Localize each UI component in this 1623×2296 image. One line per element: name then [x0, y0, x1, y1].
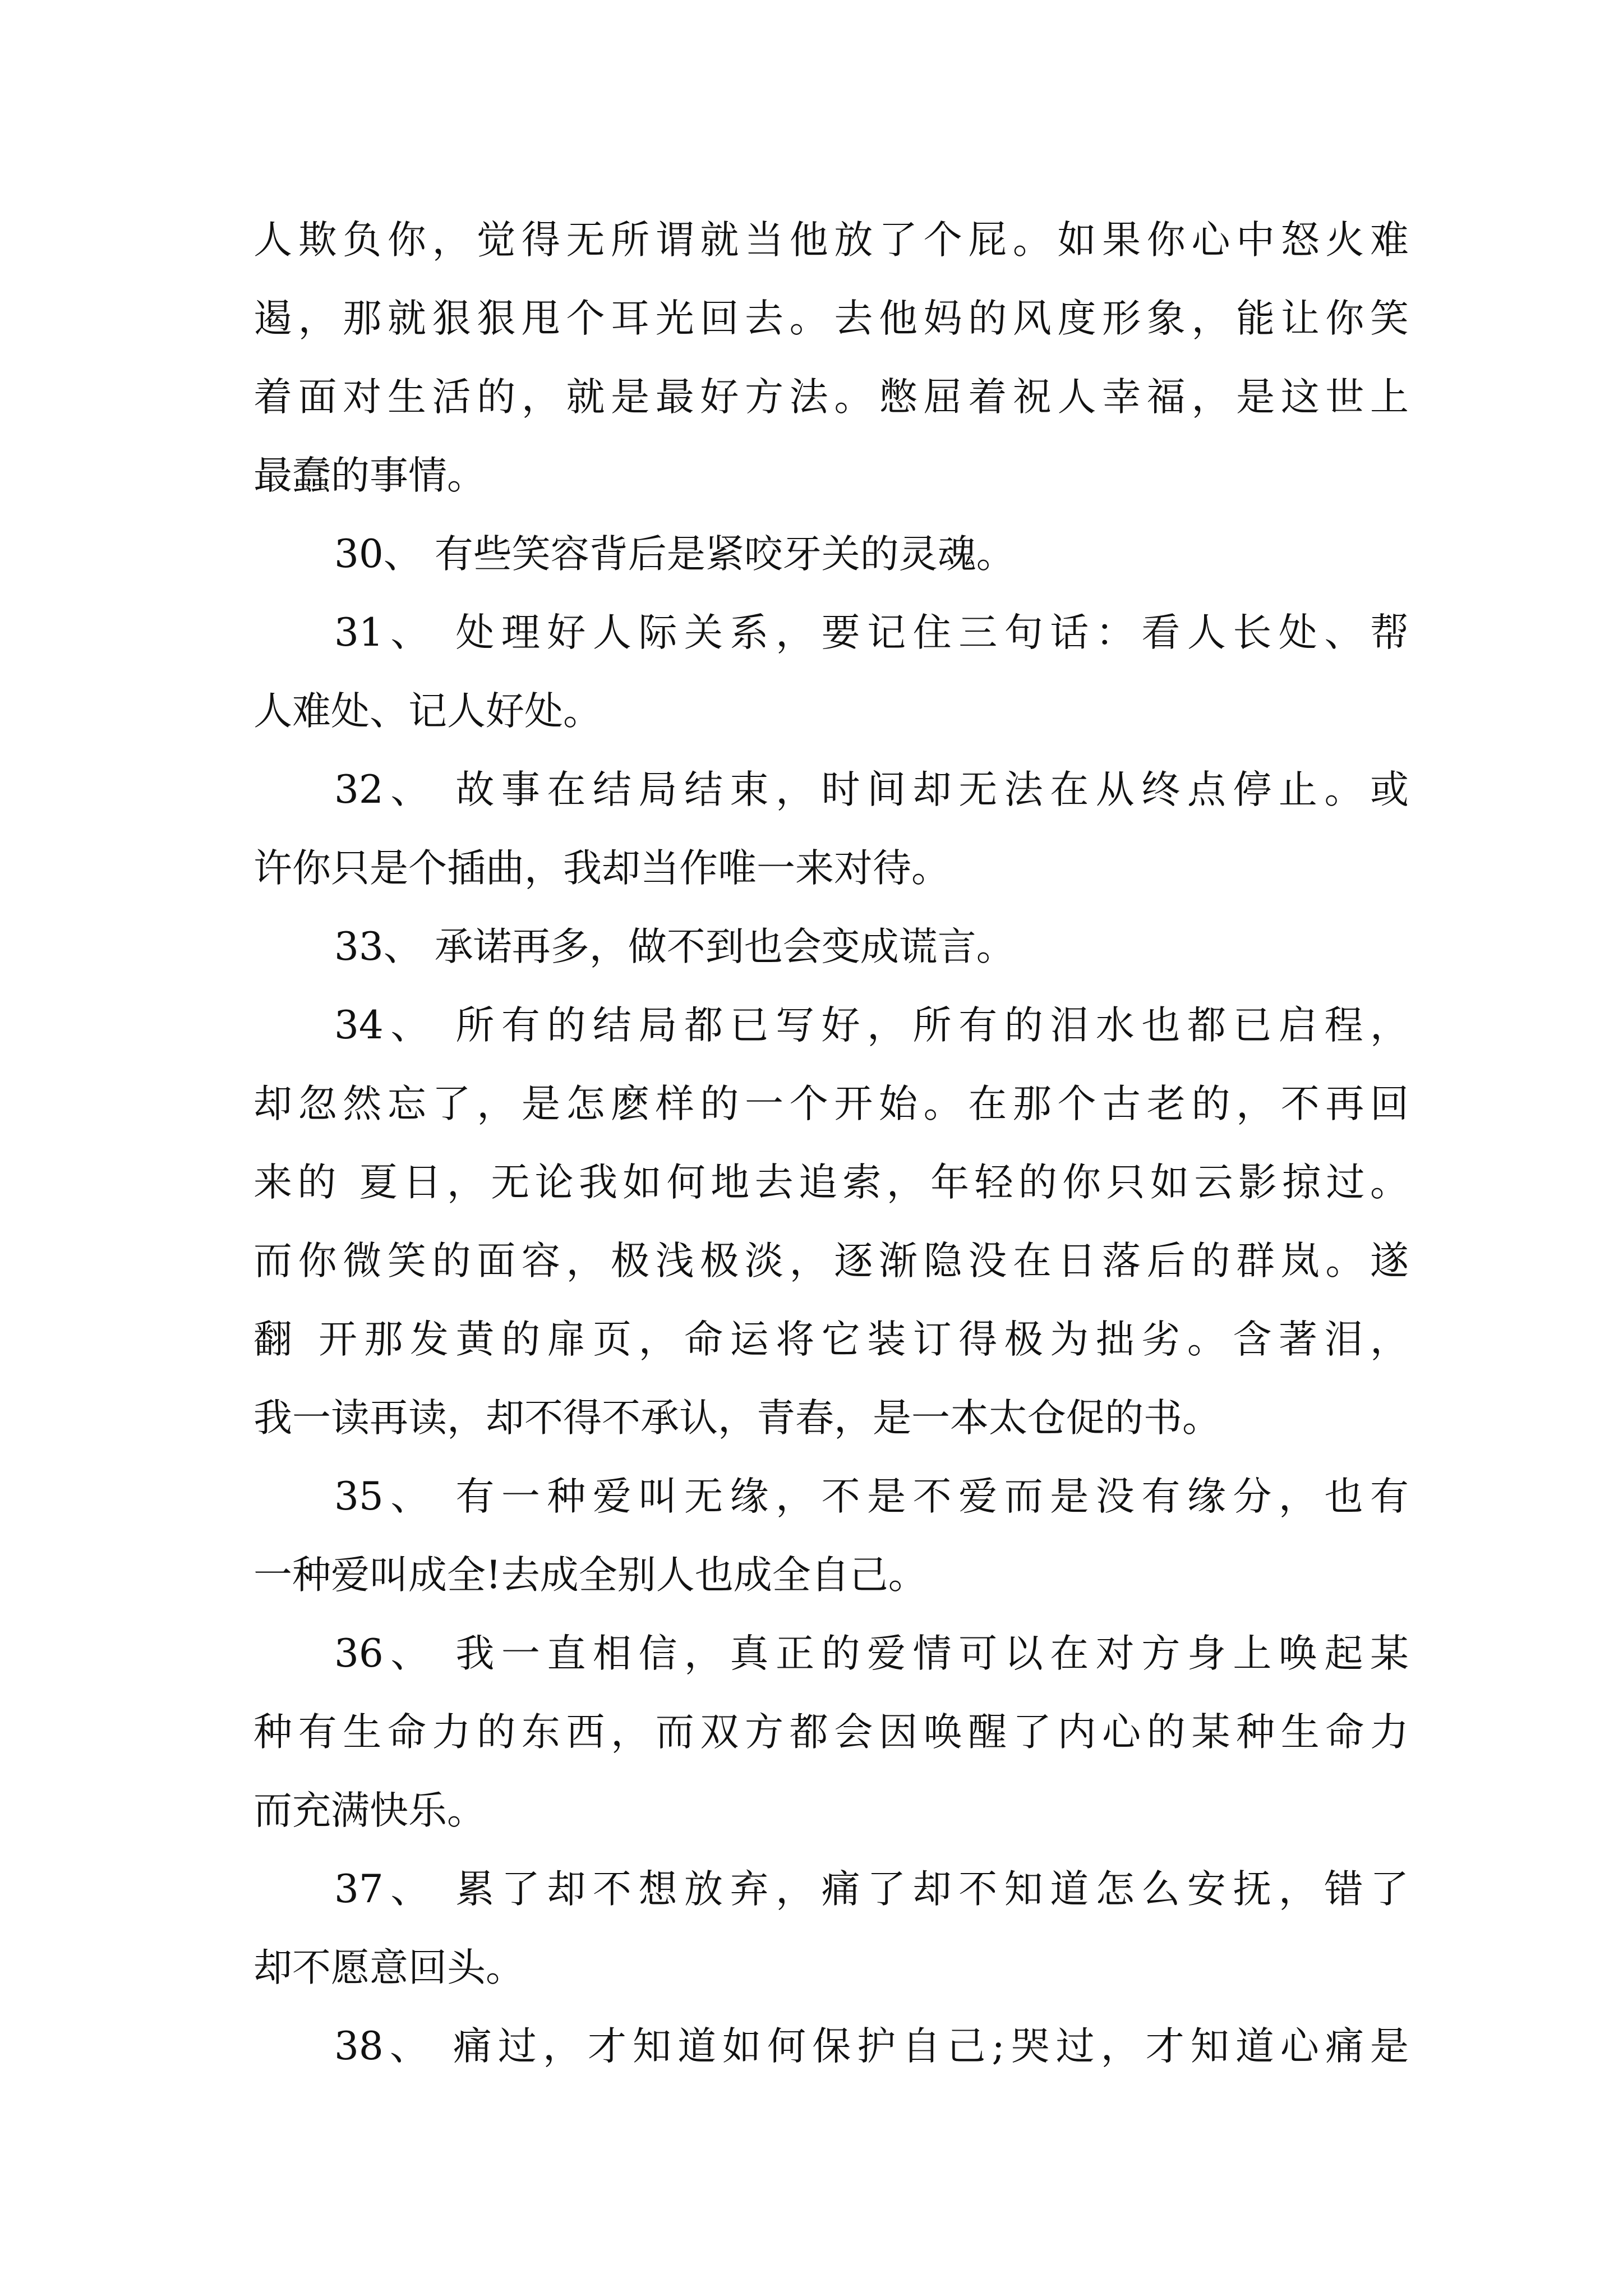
list-item-33: 33、 承诺再多，做不到也会变成谎言。 — [334, 924, 1015, 969]
text-line: 遏，那就狠狠甩个耳光回去。去他妈的风度形象，能让你笑 — [253, 296, 1409, 341]
text-line: 却不愿意回头。 — [253, 1945, 524, 1990]
text-line: 种有生命力的东西，而双方都会因唤醒了内心的某种生命力 — [253, 1710, 1409, 1755]
text-line: 却忽然忘了，是怎麽样的一个开始。在那个古老的，不再回 — [253, 1082, 1409, 1126]
list-item-38: 38、 痛过，才知道如何保护自己;哭过，才知道心痛是 — [334, 2024, 1409, 2069]
text-line: 人欺负你，觉得无所谓就当他放了个屁。如果你心中怒火难 — [253, 218, 1409, 263]
text-line: 来的 夏日，无论我如何地去追索，年轻的你只如云影掠过。 — [253, 1160, 1409, 1205]
list-item-32: 32、 故事在结局结束，时间却无法在从终点停止。或 — [334, 767, 1409, 812]
list-item-30: 30、 有些笑容背后是紧咬牙关的灵魂。 — [334, 532, 1015, 577]
list-item-37: 37、 累了却不想放弃，痛了却不知道怎么安抚，错了 — [334, 1867, 1409, 1912]
text-line: 最蠢的事情。 — [253, 453, 486, 498]
text-line: 许你只是个插曲，我却当作唯一来对待。 — [253, 846, 950, 891]
text-line: 而充满快乐。 — [253, 1788, 486, 1833]
text-line: 翻 开那发黄的扉页，命运将它装订得极为拙劣。含著泪， — [253, 1317, 1409, 1362]
text-line: 人难处、记人好处。 — [253, 689, 602, 734]
list-item-34: 34、 所有的结局都已写好，所有的泪水也都已启程， — [334, 1003, 1409, 1048]
list-item-31: 31、 处理好人际关系，要记住三句话：看人长处、帮 — [334, 610, 1409, 655]
text-line: 一种爱叫成全!去成全别人也成全自己。 — [253, 1553, 927, 1598]
text-line: 着面对生活的，就是最好方法。憋屈着祝人幸福，是这世上 — [253, 375, 1409, 420]
text-line: 我一读再读，却不得不承认，青春，是一本太仓促的书。 — [253, 1396, 1221, 1441]
text-line: 而你微笑的面容，极浅极淡，逐渐隐没在日落后的群岚。遂 — [253, 1239, 1409, 1283]
list-item-36: 36、 我一直相信，真正的爱情可以在对方身上唤起某 — [334, 1631, 1409, 1676]
list-item-35: 35、 有一种爱叫无缘，不是不爱而是没有缘分，也有 — [334, 1474, 1409, 1519]
